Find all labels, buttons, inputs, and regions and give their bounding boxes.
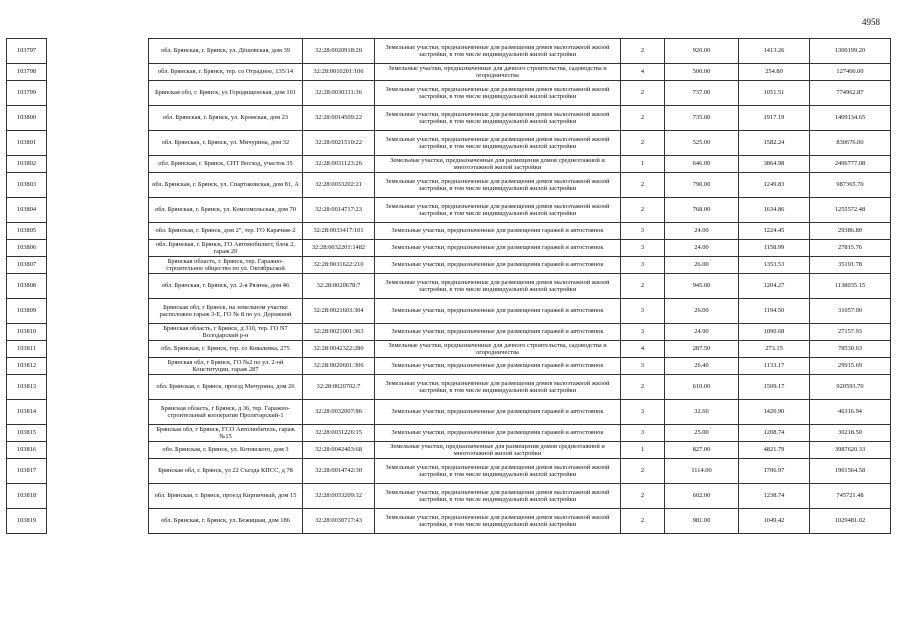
specific-value-cell: 1706.97	[739, 459, 810, 484]
table-row	[7, 64, 891, 81]
address-cell: Брянская обл, г Брянск, ГО №2 по ул. 2-ой Конституции, гараж 287	[149, 358, 303, 375]
cadastral-value-cell: 745721.48	[810, 484, 891, 509]
table-row	[7, 274, 891, 299]
address-cell: Брянская область, г. Брянск, тер. Гаражно-строительное общество по ул. Октябрьской	[149, 257, 303, 274]
specific-value-cell: 1049.42	[739, 509, 810, 534]
empty-cell	[47, 442, 149, 459]
cadastral-value-cell: 78530.63	[810, 341, 891, 358]
group-cell: 2	[621, 39, 665, 64]
empty-cell	[47, 274, 149, 299]
group-cell: 1	[621, 442, 665, 459]
specific-value-cell: 1509.17	[739, 375, 810, 400]
address-cell: обл. Брянская, г. Брянск, СНТ Восход, участок 35	[149, 156, 303, 173]
row-number-cell: 103810	[7, 324, 47, 341]
group-cell: 3	[621, 358, 665, 375]
cadastral-value-cell: 1409134.65	[810, 106, 891, 131]
row-number-cell: 103803	[7, 173, 47, 198]
cadastral-number-cell: 32:28:0031123:26	[303, 156, 375, 173]
address-cell: обл. Брянская, г. Брянск, тер. со Ковалевка, 275	[149, 341, 303, 358]
address-cell: Брянская обл, г Брянск, ГСО Автолюбитель, гараж №15	[149, 425, 303, 442]
empty-cell	[47, 106, 149, 131]
group-cell: 3	[621, 324, 665, 341]
row-number-cell: 103819	[7, 509, 47, 534]
specific-value-cell: 1353.53	[739, 257, 810, 274]
address-cell: обл. Брянская, г. Брянск, ул. Комсомольская, дом 70	[149, 198, 303, 223]
cadastral-number-cell: 32:28:0021603:304	[303, 299, 375, 324]
specific-value-cell: 4821.79	[739, 442, 810, 459]
row-number-cell: 103805	[7, 223, 47, 240]
specific-value-cell: 1420.90	[739, 400, 810, 425]
table-row	[7, 484, 891, 509]
cadastral-number-cell: 32:28:0014509:22	[303, 106, 375, 131]
group-cell: 3	[621, 299, 665, 324]
cadastral-value-cell: 2496777.08	[810, 156, 891, 173]
specific-value-cell: 3864.98	[739, 156, 810, 173]
cadastral-value-cell: 27815.76	[810, 240, 891, 257]
area-cell: 25.00	[665, 425, 739, 442]
cadastral-value-cell: 987365.70	[810, 173, 891, 198]
address-cell: Брянская обл, г. Брянск, ул 22 Съезда КПСС, д 78	[149, 459, 303, 484]
specific-value-cell: 1090.68	[739, 324, 810, 341]
cadastral-number-cell: 32:28:0030311:36	[303, 81, 375, 106]
empty-cell	[47, 156, 149, 173]
row-number-cell: 103812	[7, 358, 47, 375]
empty-cell	[47, 198, 149, 223]
cadastral-number-cell: 32:28:0014717:23	[303, 198, 375, 223]
address-cell: обл. Брянская, г. Брянск, ул. Бежицкая, дом 186	[149, 509, 303, 534]
table-row	[7, 106, 891, 131]
row-number-cell: 103798	[7, 64, 47, 81]
specific-value-cell: 1634.86	[739, 198, 810, 223]
empty-cell	[47, 459, 149, 484]
table-row	[7, 156, 891, 173]
empty-cell	[47, 81, 149, 106]
cadastral-value-cell: 830676.00	[810, 131, 891, 156]
address-cell: обл. Брянская, г. Брянск, проезд Мичурина, дом 26	[149, 375, 303, 400]
land-purpose-cell: Земельные участки, предназначенные для размещения домов малоэтажной жилой застройки, в том числе индивидуальной жилой застройки	[375, 131, 621, 156]
area-cell: 827.00	[665, 442, 739, 459]
group-cell: 2	[621, 274, 665, 299]
table-row	[7, 358, 891, 375]
cadastral-number-cell: 32:28:0042322:280	[303, 341, 375, 358]
cadastral-value-cell: 1138035.15	[810, 274, 891, 299]
empty-cell	[47, 341, 149, 358]
empty-cell	[47, 240, 149, 257]
land-purpose-cell: Земельные участки, предназначенные для размещения гаражей и автостоянок	[375, 240, 621, 257]
row-number-cell: 103811	[7, 341, 47, 358]
table-row	[7, 425, 891, 442]
cadastral-number-cell: 32:28:0031226:15	[303, 425, 375, 442]
land-purpose-cell: Земельные участки, предназначенные для размещения домов малоэтажной жилой застройки, в том числе индивидуальной жилой застройки	[375, 198, 621, 223]
group-cell: 3	[621, 425, 665, 442]
address-cell: Брянская обл, г. Брянск, ул Городищенская, дом 101	[149, 81, 303, 106]
table-row	[7, 299, 891, 324]
specific-value-cell: 1917.19	[739, 106, 810, 131]
area-cell: 602.00	[665, 484, 739, 509]
land-purpose-cell: Земельные участки, предназначенные для размещения гаражей и автостоянок	[375, 324, 621, 341]
area-cell: 500.00	[665, 64, 739, 81]
group-cell: 2	[621, 459, 665, 484]
row-number-cell: 103815	[7, 425, 47, 442]
cadastral-number-cell: 32:28:0031622:210	[303, 257, 375, 274]
row-number-cell: 103817	[7, 459, 47, 484]
specific-value-cell: 1158.99	[739, 240, 810, 257]
cadastral-number-cell: 32:28:0010201:106	[303, 64, 375, 81]
area-cell: 32.60	[665, 400, 739, 425]
row-number-cell: 103804	[7, 198, 47, 223]
group-cell: 4	[621, 64, 665, 81]
area-cell: 26.00	[665, 299, 739, 324]
land-purpose-cell: Земельные участки, предназначенные для размещения гаражей и автостоянок	[375, 299, 621, 324]
specific-value-cell: 1413.26	[739, 39, 810, 64]
land-purpose-cell: Земельные участки, предназначенные для размещения домов малоэтажной жилой застройки, в том числе индивидуальной жилой застройки	[375, 459, 621, 484]
land-purpose-cell: Земельные участки, предназначенные для размещения гаражей и автостоянок	[375, 257, 621, 274]
table-row	[7, 131, 891, 156]
land-purpose-cell: Земельные участки, предназначенные для дачного строительства, садоводства и огородничества	[375, 64, 621, 81]
specific-value-cell: 1051.51	[739, 81, 810, 106]
empty-cell	[47, 375, 149, 400]
cadastral-number-cell: 32:28:0033209:32	[303, 484, 375, 509]
cadastral-value-cell: 31057.00	[810, 299, 891, 324]
group-cell: 1	[621, 156, 665, 173]
group-cell: 2	[621, 131, 665, 156]
land-purpose-cell: Земельные участки, предназначенные для размещения гаражей и автостоянок	[375, 223, 621, 240]
area-cell: 24.00	[665, 223, 739, 240]
land-purpose-cell: Земельные участки, предназначенные для дачного строительства, садоводства и огородничества	[375, 341, 621, 358]
cadastral-value-cell: 1029481.02	[810, 509, 891, 534]
group-cell: 3	[621, 223, 665, 240]
land-purpose-cell: Земельные участки, предназначенные для размещения домов малоэтажной жилой застройки, в том числе индивидуальной жилой застройки	[375, 375, 621, 400]
area-cell: 981.00	[665, 509, 739, 534]
empty-cell	[47, 131, 149, 156]
land-purpose-cell: Земельные участки, предназначенные для размещения домов малоэтажной жилой застройки, в том числе индивидуальной жилой застройки	[375, 81, 621, 106]
group-cell: 2	[621, 198, 665, 223]
empty-cell	[47, 400, 149, 425]
cadastral-value-cell: 3987620.33	[810, 442, 891, 459]
row-number-cell: 103807	[7, 257, 47, 274]
row-number-cell: 103818	[7, 484, 47, 509]
address-cell: обл. Брянская, г. Брянск, ул. Мичурина, дом 32	[149, 131, 303, 156]
row-number-cell: 103799	[7, 81, 47, 106]
table-row	[7, 240, 891, 257]
area-cell: 525.00	[665, 131, 739, 156]
area-cell: 737.00	[665, 81, 739, 106]
address-cell: обл. Брянская, г. Брянск, ул. Спартаковская, дом 81, А	[149, 173, 303, 198]
row-number-cell: 103797	[7, 39, 47, 64]
cadastral-value-cell: 920593.70	[810, 375, 891, 400]
empty-cell	[47, 425, 149, 442]
table-row	[7, 324, 891, 341]
cadastral-number-cell: 32:28:0020702:7	[303, 375, 375, 400]
address-cell: обл. Брянская, г. Брянск, ГО Автомобилист, блок 2, гараж 20	[149, 240, 303, 257]
specific-value-cell: 1208.74	[739, 425, 810, 442]
cadastral-number-cell: 32:28:0014742:30	[303, 459, 375, 484]
cadastral-value-cell: 1255572.48	[810, 198, 891, 223]
table-row	[7, 223, 891, 240]
specific-value-cell: 1194.50	[739, 299, 810, 324]
table-row	[7, 173, 891, 198]
empty-cell	[47, 358, 149, 375]
cadastral-value-cell: 127400.00	[810, 64, 891, 81]
land-purpose-cell: Земельные участки, предназначенные для размещения домов малоэтажной жилой застройки, в том числе индивидуальной жилой застройки	[375, 106, 621, 131]
area-cell: 646.00	[665, 156, 739, 173]
group-cell: 3	[621, 240, 665, 257]
cadastral-value-cell: 27157.93	[810, 324, 891, 341]
table-row	[7, 198, 891, 223]
row-number-cell: 103814	[7, 400, 47, 425]
cadastral-number-cell: 32:28:0032007:86	[303, 400, 375, 425]
area-cell: 287.50	[665, 341, 739, 358]
group-cell: 3	[621, 400, 665, 425]
area-cell: 26.40	[665, 358, 739, 375]
row-number-cell: 103801	[7, 131, 47, 156]
cadastral-value-cell: 1300199.20	[810, 39, 891, 64]
group-cell: 4	[621, 341, 665, 358]
empty-cell	[47, 257, 149, 274]
land-purpose-cell: Земельные участки, предназначенные для размещения домов среднеэтажной и многоэтажной жилой застройки	[375, 156, 621, 173]
area-cell: 24.90	[665, 324, 739, 341]
cadastral-value-cell: 29386.80	[810, 223, 891, 240]
address-cell: Брянская область, г Брянск, д 310, тер. ГО N7 Володарский р-н	[149, 324, 303, 341]
land-purpose-cell: Земельные участки, предназначенные для размещения домов малоэтажной жилой застройки, в том числе индивидуальной жилой застройки	[375, 484, 621, 509]
specific-value-cell: 254.80	[739, 64, 810, 81]
row-number-cell: 103802	[7, 156, 47, 173]
address-cell: Брянская область, г Брянск, д 36, тер. Гаражно-строительный кооператив Пролетарский-1	[149, 400, 303, 425]
cadastral-number-cell: 32:28:0033202:21	[303, 173, 375, 198]
area-cell: 790.00	[665, 173, 739, 198]
address-cell: обл. Брянская, г. Брянск, ул. Котовского, дом 3	[149, 442, 303, 459]
cadastral-number-cell: 32:28:0020678:7	[303, 274, 375, 299]
table-row	[7, 442, 891, 459]
group-cell: 2	[621, 106, 665, 131]
cadastral-number-cell: 32:28:0021510:22	[303, 131, 375, 156]
table-row	[7, 400, 891, 425]
empty-cell	[47, 64, 149, 81]
cadastral-value-cell: 46316.94	[810, 400, 891, 425]
row-number-cell: 103808	[7, 274, 47, 299]
empty-cell	[47, 299, 149, 324]
land-purpose-cell: Земельные участки, предназначенные для размещения домов малоэтажной жилой застройки, в том числе индивидуальной жилой застройки	[375, 173, 621, 198]
area-cell: 24.00	[665, 240, 739, 257]
address-cell: обл. Брянская, г. Брянск, ул. 2-я Рязина, дом 46	[149, 274, 303, 299]
cadastral-number-cell: 32:28:0042403:68	[303, 442, 375, 459]
land-purpose-cell: Земельные участки, предназначенные для размещения домов малоэтажной жилой застройки, в том числе индивидуальной жилой застройки	[375, 509, 621, 534]
table-row	[7, 257, 891, 274]
specific-value-cell: 1249.83	[739, 173, 810, 198]
address-cell: обл. Брянская, г. Брянск, проезд Кирпичный, дом 15	[149, 484, 303, 509]
table-body	[7, 39, 891, 534]
address-cell: обл. Брянская, г. Брянск, ул. Кромская, дом 23	[149, 106, 303, 131]
empty-cell	[47, 39, 149, 64]
row-number-cell: 103816	[7, 442, 47, 459]
land-purpose-cell: Земельные участки, предназначенные для размещения домов малоэтажной жилой застройки, в том числе индивидуальной жилой застройки	[375, 39, 621, 64]
area-cell: 1114.00	[665, 459, 739, 484]
row-number-cell: 103806	[7, 240, 47, 257]
empty-cell	[47, 223, 149, 240]
specific-value-cell: 1582.24	[739, 131, 810, 156]
row-number-cell: 103813	[7, 375, 47, 400]
land-purpose-cell: Земельные участки, предназначенные для размещения домов среднеэтажной и многоэтажной жилой застройки	[375, 442, 621, 459]
specific-value-cell: 1238.74	[739, 484, 810, 509]
land-purpose-cell: Земельные участки, предназначенные для размещения гаражей и автостоянок	[375, 400, 621, 425]
cadastral-value-cell: 30218.50	[810, 425, 891, 442]
row-number-cell: 103800	[7, 106, 47, 131]
specific-value-cell: 1224.45	[739, 223, 810, 240]
cadastral-number-cell: 32:28:0021001:363	[303, 324, 375, 341]
cadastral-number-cell: 32:28:0032201:1482	[303, 240, 375, 257]
table-row	[7, 459, 891, 484]
group-cell: 2	[621, 484, 665, 509]
area-cell: 920.00	[665, 39, 739, 64]
land-purpose-cell: Земельные участки, предназначенные для размещения домов малоэтажной жилой застройки, в том числе индивидуальной жилой застройки	[375, 274, 621, 299]
land-purpose-cell: Земельные участки, предназначенные для размещения гаражей и автостоянок	[375, 358, 621, 375]
table-row	[7, 341, 891, 358]
area-cell: 945.00	[665, 274, 739, 299]
cadastral-value-cell: 1901564.58	[810, 459, 891, 484]
area-cell: 735.00	[665, 106, 739, 131]
cadastral-number-cell: 32:28:0033417:101	[303, 223, 375, 240]
group-cell: 2	[621, 81, 665, 106]
group-cell: 3	[621, 257, 665, 274]
specific-value-cell: 273.15	[739, 341, 810, 358]
group-cell: 2	[621, 375, 665, 400]
row-number-cell: 103809	[7, 299, 47, 324]
cadastral-number-cell: 32:28:0020601:306	[303, 358, 375, 375]
cadastral-number-cell: 32:28:0030717:43	[303, 509, 375, 534]
cadastral-number-cell: 32:28:0020918:20	[303, 39, 375, 64]
table-row	[7, 509, 891, 534]
specific-value-cell: 1133.17	[739, 358, 810, 375]
address-cell: обл. Брянская, г. Брянск, ул. Дёшовская, дом 39	[149, 39, 303, 64]
table-row	[7, 375, 891, 400]
table-row	[7, 81, 891, 106]
page-number: 4958	[862, 17, 880, 27]
table-row	[7, 39, 891, 64]
group-cell: 2	[621, 509, 665, 534]
empty-cell	[47, 509, 149, 534]
address-cell: обл. Брянская, г. Брянск, тер. со Отрадное, 135/14	[149, 64, 303, 81]
area-cell: 26.00	[665, 257, 739, 274]
area-cell: 610.00	[665, 375, 739, 400]
area-cell: 768.00	[665, 198, 739, 223]
empty-cell	[47, 484, 149, 509]
cadastral-value-cell: 35191.78	[810, 257, 891, 274]
address-cell: Брянская обл, г Брянск, на земельном участке расположен гараж 3-Е, ГО № 8 по ул. Дорожной	[149, 299, 303, 324]
group-cell: 2	[621, 173, 665, 198]
empty-cell	[47, 324, 149, 341]
cadastral-value-cell: 29915.69	[810, 358, 891, 375]
specific-value-cell: 1204.27	[739, 274, 810, 299]
land-purpose-cell: Земельные участки, предназначенные для размещения гаражей и автостоянок	[375, 425, 621, 442]
cadastral-value-cell: 774962.87	[810, 81, 891, 106]
cadastral-value-table	[6, 38, 891, 534]
empty-cell	[47, 173, 149, 198]
address-cell: обл. Брянская, г. Брянск, дом 2", тер. ГО Карачиж-2	[149, 223, 303, 240]
